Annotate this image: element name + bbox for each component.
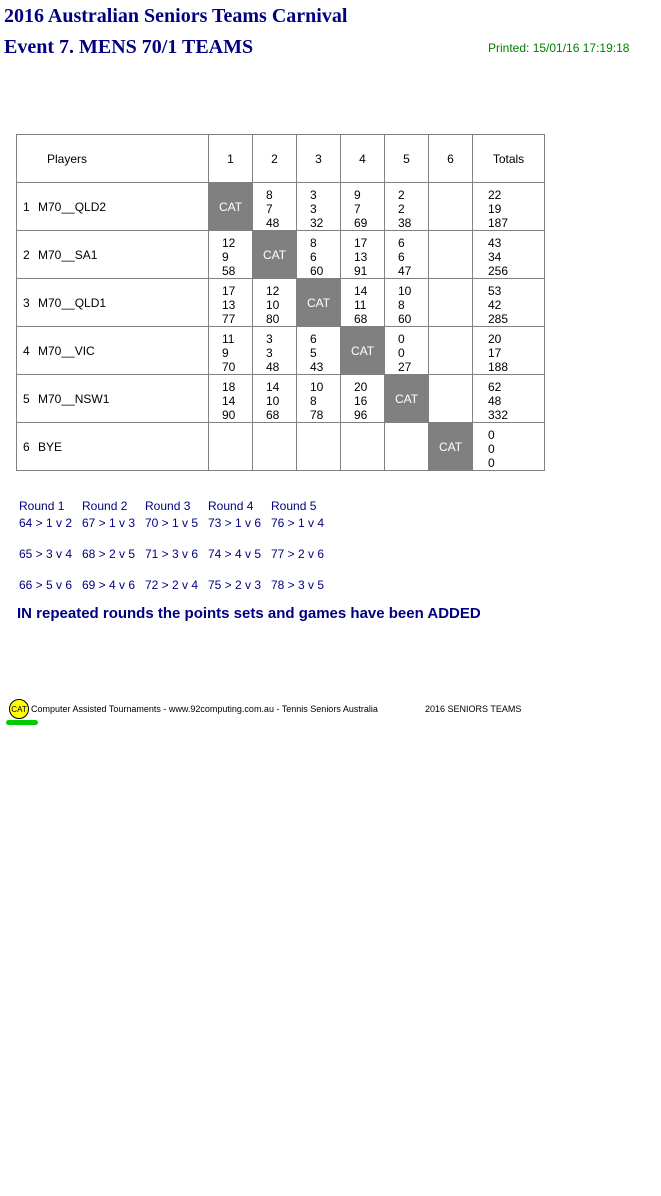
total-value: 53	[488, 283, 502, 298]
score-cell	[253, 375, 297, 423]
score-stack	[297, 185, 340, 229]
score-stack	[253, 281, 296, 325]
score-stack	[341, 377, 384, 421]
header-col-3: 3	[297, 135, 341, 183]
round-column	[271, 499, 324, 609]
score-value: 12	[266, 283, 280, 298]
score-value: 6	[398, 249, 405, 264]
score-cell	[429, 279, 473, 327]
score-stack	[209, 329, 252, 373]
score-cell	[429, 183, 473, 231]
score-value: 3	[266, 331, 273, 346]
player-name: M70__QLD1	[38, 295, 107, 310]
score-value: 8	[266, 187, 273, 202]
score-stack	[297, 425, 340, 469]
round-match: 70 > 1 v 5	[145, 516, 199, 530]
score-stack	[209, 377, 252, 421]
round-match: 75 > 2 v 3	[208, 578, 262, 592]
cat-cell: CAT	[297, 279, 341, 327]
table-row	[17, 375, 545, 423]
score-cell	[209, 231, 253, 279]
round-match: 64 > 1 v 2	[19, 516, 73, 530]
score-cell	[429, 327, 473, 375]
cat-cell: CAT	[385, 375, 429, 423]
round-match: 65 > 3 v 4	[19, 547, 73, 561]
score-cell	[209, 279, 253, 327]
score-stack	[209, 233, 252, 277]
round-match: 76 > 1 v 4	[271, 516, 325, 530]
score-stack	[253, 425, 296, 469]
score-cell	[209, 327, 253, 375]
score-value: 48	[266, 215, 280, 229]
results-table	[16, 134, 545, 471]
total-value: 20	[488, 331, 502, 346]
score-value: 8	[398, 297, 405, 312]
score-stack	[209, 425, 252, 469]
totals-cell	[473, 279, 545, 327]
table-row	[17, 231, 545, 279]
round-column	[145, 499, 198, 609]
score-value: 70	[222, 359, 236, 373]
score-stack	[429, 377, 472, 421]
totals-cell	[473, 327, 545, 375]
score-value: 18	[222, 379, 236, 394]
score-value: 0	[398, 345, 405, 360]
player-name: M70__SA1	[38, 247, 98, 262]
score-stack	[253, 377, 296, 421]
page-title: 2016 Australian Seniors Teams Carnival	[4, 5, 348, 27]
player-label	[17, 392, 208, 406]
score-stack	[385, 329, 428, 373]
score-value: 96	[354, 407, 368, 421]
total-value: 19	[488, 201, 502, 216]
totals-cell	[473, 423, 545, 471]
score-cell	[385, 327, 429, 375]
player-label	[17, 344, 208, 358]
score-stack	[429, 281, 472, 325]
total-value: 42	[488, 297, 502, 312]
round-match: 72 > 2 v 4	[145, 578, 199, 592]
player-number: 1	[23, 199, 30, 214]
score-stack	[341, 425, 384, 469]
score-cell	[385, 231, 429, 279]
cat-cell: CAT	[253, 231, 297, 279]
score-stack	[429, 185, 472, 229]
score-value: 7	[266, 201, 273, 216]
round-match: 67 > 1 v 3	[82, 516, 136, 530]
totals-stack	[473, 281, 544, 325]
total-value: 0	[488, 427, 495, 442]
logo-underline	[6, 720, 38, 725]
score-cell	[297, 327, 341, 375]
total-value: 17	[488, 345, 502, 360]
player-number: 3	[23, 295, 30, 310]
table-row	[17, 423, 545, 471]
score-cell	[209, 375, 253, 423]
score-cell	[253, 183, 297, 231]
round-match: 73 > 1 v 6	[208, 516, 262, 530]
total-value: 285	[488, 311, 509, 325]
score-value: 17	[354, 235, 368, 250]
header-col-2: 2	[253, 135, 297, 183]
round-label: Round 1	[19, 499, 65, 513]
total-value: 62	[488, 379, 502, 394]
score-cell	[341, 183, 385, 231]
table-header-row	[17, 135, 545, 183]
round-column	[82, 499, 135, 609]
player-cell	[17, 279, 209, 327]
player-cell	[17, 183, 209, 231]
score-stack	[385, 425, 428, 469]
cat-cell: CAT	[209, 183, 253, 231]
player-cell	[17, 327, 209, 375]
table-row	[17, 327, 545, 375]
totals-cell	[473, 183, 545, 231]
header-totals: Totals	[473, 135, 545, 183]
score-stack	[385, 281, 428, 325]
round-label: Round 4	[208, 499, 254, 513]
total-value: 188	[488, 359, 509, 373]
player-number: 4	[23, 343, 30, 358]
player-label	[17, 296, 208, 310]
score-cell	[341, 231, 385, 279]
score-stack	[385, 233, 428, 277]
player-number: 6	[23, 439, 30, 454]
round-match: 71 > 3 v 6	[145, 547, 199, 561]
player-cell	[17, 231, 209, 279]
score-value: 2	[398, 187, 405, 202]
score-cell	[253, 327, 297, 375]
player-label	[17, 440, 208, 454]
score-value: 10	[266, 297, 280, 312]
score-value: 10	[266, 393, 280, 408]
score-stack	[341, 281, 384, 325]
score-value: 3	[266, 345, 273, 360]
score-value: 69	[354, 215, 368, 229]
score-value: 27	[398, 359, 412, 373]
total-value: 34	[488, 249, 502, 264]
score-cell	[253, 423, 297, 471]
score-value: 6	[398, 235, 405, 250]
score-value: 68	[266, 407, 280, 421]
player-number: 2	[23, 247, 30, 262]
cat-cell: CAT	[429, 423, 473, 471]
score-cell	[429, 375, 473, 423]
score-value: 77	[222, 311, 236, 325]
player-cell	[17, 375, 209, 423]
player-number: 5	[23, 391, 30, 406]
total-value: 48	[488, 393, 502, 408]
score-stack	[341, 233, 384, 277]
player-name: M70__VIC	[38, 343, 95, 358]
footer-event: 2016 SENIORS TEAMS	[425, 704, 522, 714]
header-col-6: 6	[429, 135, 473, 183]
score-cell	[341, 375, 385, 423]
header-col-1: 1	[209, 135, 253, 183]
total-value: 43	[488, 235, 502, 250]
footer-credit: Computer Assisted Tournaments - www.92computing.com.au - Tennis Seniors Australia	[31, 704, 378, 714]
score-value: 8	[310, 235, 317, 250]
header-col-4: 4	[341, 135, 385, 183]
score-value: 32	[310, 215, 324, 229]
score-value: 12	[222, 235, 236, 250]
score-value: 9	[222, 345, 229, 360]
round-match: 69 > 4 v 6	[82, 578, 136, 592]
score-cell	[385, 279, 429, 327]
total-value: 22	[488, 187, 502, 202]
player-name: M70__NSW1	[38, 391, 110, 406]
score-value: 48	[266, 359, 280, 373]
score-cell	[341, 423, 385, 471]
score-value: 0	[398, 331, 405, 346]
round-match: 66 > 5 v 6	[19, 578, 73, 592]
totals-cell	[473, 231, 545, 279]
score-value: 3	[310, 187, 317, 202]
score-value: 14	[354, 283, 368, 298]
round-match: 77 > 2 v 6	[271, 547, 325, 561]
score-value: 60	[398, 311, 412, 325]
score-value: 10	[398, 283, 412, 298]
round-column	[208, 499, 261, 609]
table-row	[17, 183, 545, 231]
totals-stack	[473, 233, 544, 277]
round-match: 68 > 2 v 5	[82, 547, 136, 561]
total-value: 187	[488, 215, 509, 229]
score-value: 90	[222, 407, 236, 421]
player-cell	[17, 423, 209, 471]
score-stack	[385, 185, 428, 229]
score-cell	[429, 231, 473, 279]
score-value: 91	[354, 263, 368, 277]
score-cell	[297, 375, 341, 423]
notice-text: IN repeated rounds the points sets and games have been ADDED	[17, 605, 481, 622]
score-value: 38	[398, 215, 412, 229]
score-cell	[297, 183, 341, 231]
score-value: 80	[266, 311, 280, 325]
score-value: 8	[310, 393, 317, 408]
totals-stack	[473, 377, 544, 421]
player-label	[17, 248, 208, 262]
score-value: 20	[354, 379, 368, 394]
score-stack	[297, 329, 340, 373]
score-cell	[385, 183, 429, 231]
score-value: 2	[398, 201, 405, 216]
score-value: 3	[310, 201, 317, 216]
score-value: 68	[354, 311, 368, 325]
table-row	[17, 279, 545, 327]
score-value: 58	[222, 263, 236, 277]
round-match: 78 > 3 v 5	[271, 578, 325, 592]
score-cell	[297, 231, 341, 279]
score-cell	[341, 279, 385, 327]
score-stack	[253, 329, 296, 373]
score-value: 5	[310, 345, 317, 360]
score-value: 10	[310, 379, 324, 394]
score-stack	[297, 377, 340, 421]
printed-timestamp: Printed: 15/01/16 17:19:18	[488, 41, 630, 55]
score-value: 13	[354, 249, 368, 264]
round-column	[19, 499, 72, 609]
score-value: 47	[398, 263, 412, 277]
total-value: 332	[488, 407, 509, 421]
totals-stack	[473, 185, 544, 229]
score-value: 11	[354, 297, 367, 312]
score-value: 14	[266, 379, 280, 394]
score-value: 16	[354, 393, 368, 408]
score-stack	[209, 281, 252, 325]
totals-stack	[473, 425, 544, 469]
score-value: 11	[222, 331, 235, 346]
player-name: M70__QLD2	[38, 199, 107, 214]
score-value: 6	[310, 331, 317, 346]
totals-stack	[473, 329, 544, 373]
score-value: 7	[354, 201, 361, 216]
score-stack	[253, 185, 296, 229]
cat-logo-icon: CAT	[9, 699, 29, 719]
round-label: Round 5	[271, 499, 317, 513]
score-stack	[429, 329, 472, 373]
score-stack	[341, 185, 384, 229]
total-value: 0	[488, 441, 495, 456]
total-value: 256	[488, 263, 509, 277]
score-value: 9	[222, 249, 229, 264]
cat-cell: CAT	[341, 327, 385, 375]
score-cell	[253, 279, 297, 327]
score-value: 17	[222, 283, 236, 298]
score-value: 9	[354, 187, 361, 202]
score-value: 60	[310, 263, 324, 277]
total-value: 0	[488, 455, 495, 469]
round-label: Round 2	[82, 499, 128, 513]
score-value: 43	[310, 359, 324, 373]
score-value: 14	[222, 393, 236, 408]
player-name: BYE	[38, 439, 63, 454]
header-col-5: 5	[385, 135, 429, 183]
round-label: Round 3	[145, 499, 191, 513]
totals-cell	[473, 375, 545, 423]
event-title: Event 7. MENS 70/1 TEAMS	[4, 36, 254, 58]
player-label	[17, 200, 208, 214]
header-players: Players	[17, 135, 209, 183]
round-match: 74 > 4 v 5	[208, 547, 262, 561]
score-stack	[429, 233, 472, 277]
score-stack	[297, 233, 340, 277]
score-cell	[385, 423, 429, 471]
score-cell	[297, 423, 341, 471]
score-value: 78	[310, 407, 324, 421]
score-value: 6	[310, 249, 317, 264]
score-cell	[209, 423, 253, 471]
score-value: 13	[222, 297, 236, 312]
